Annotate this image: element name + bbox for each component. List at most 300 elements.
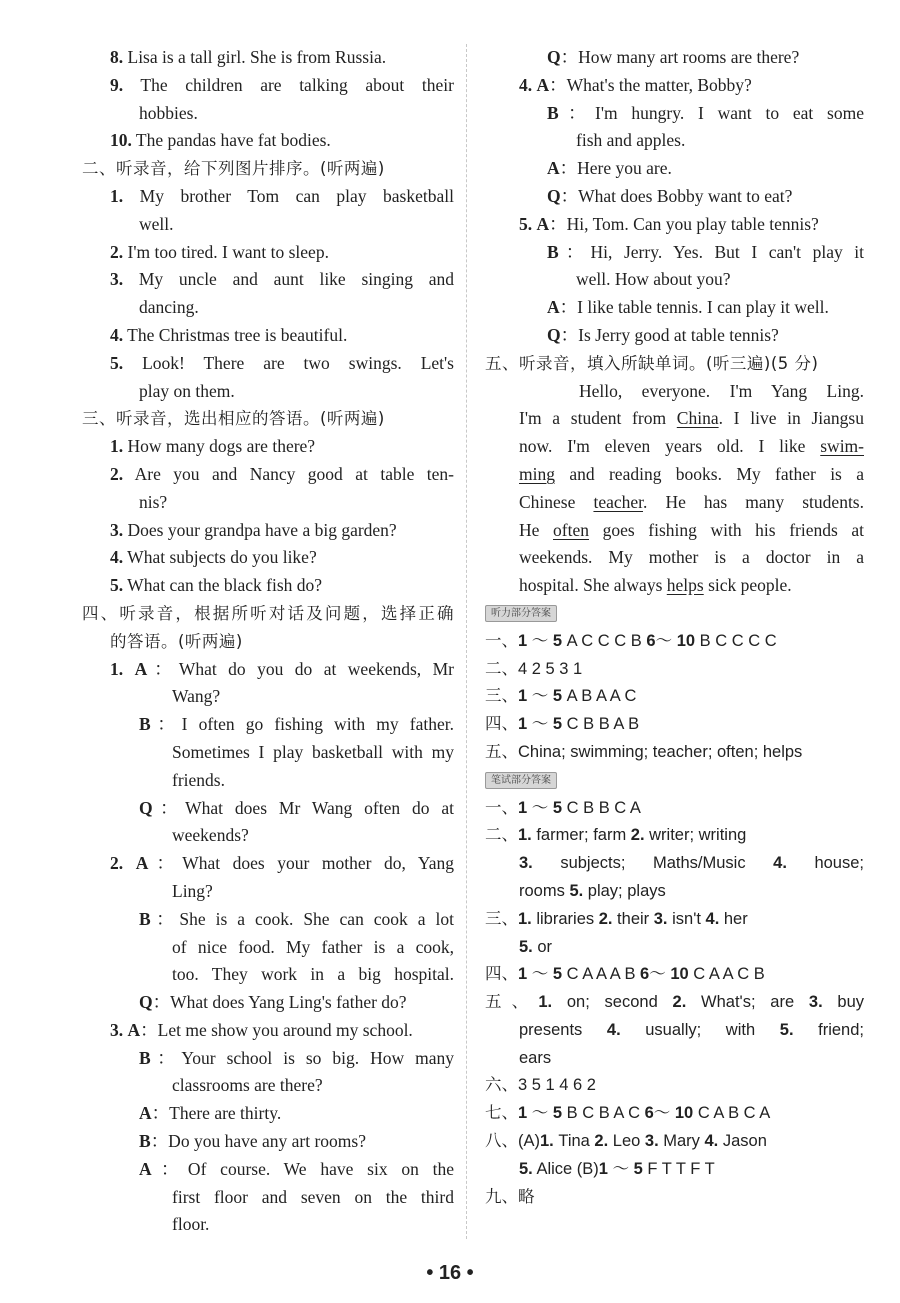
- left-line: [82, 461, 454, 489]
- left-line: [82, 72, 454, 100]
- text: C B B C A: [562, 798, 641, 817]
- text: 二、: [485, 826, 518, 845]
- text: ：Is Jerry good at table tennis?: [560, 324, 779, 345]
- text: farmer; farm: [531, 826, 631, 845]
- right-line: [519, 239, 864, 267]
- text: Ling?: [172, 880, 213, 901]
- text: 五、China; swimming; teacher; often; helps: [485, 742, 803, 761]
- left-line: [82, 767, 454, 795]
- text: ～: [527, 715, 553, 734]
- text: ～: [527, 965, 553, 984]
- right-line: [485, 683, 864, 711]
- text: ：I like table tennis. I can play it well.: [559, 297, 829, 318]
- left-line: [82, 1072, 454, 1100]
- answer-number: 4.: [773, 854, 787, 873]
- text: ：Do you have any art rooms?: [150, 1131, 366, 1152]
- left-line: [82, 1184, 454, 1212]
- left-line: [82, 628, 454, 656]
- item-number: 5.: [110, 575, 124, 596]
- speaker-label: A: [536, 213, 550, 234]
- text: 三、: [485, 909, 518, 928]
- left-line: [82, 961, 454, 989]
- text: 六、3 5 1 4 6 2: [485, 1076, 596, 1095]
- text: classrooms are there?: [172, 1075, 323, 1096]
- right-line: [485, 1184, 864, 1212]
- right-line: [485, 1128, 864, 1156]
- text: dancing.: [139, 297, 199, 318]
- text: C A A C B: [688, 965, 765, 984]
- right-line: [519, 850, 864, 878]
- text: Wang?: [172, 686, 221, 707]
- left-line: [82, 822, 454, 850]
- text: . He has many students.: [643, 491, 864, 512]
- right-line: [519, 211, 864, 239]
- section-tag: 笔试部分答案: [485, 772, 557, 789]
- text: house;: [786, 854, 864, 873]
- right-line: [519, 72, 864, 100]
- answer-number: 1: [518, 687, 528, 706]
- text: F T T F T: [642, 1159, 715, 1178]
- answer-number: 1: [518, 1104, 528, 1123]
- text: usually; with: [620, 1020, 780, 1039]
- filled-blank: China: [676, 408, 719, 429]
- right-line: [485, 961, 864, 989]
- left-line: [82, 322, 454, 350]
- item-number: 5.: [519, 213, 533, 234]
- left-line: [82, 906, 454, 934]
- text: weekends?: [172, 825, 249, 846]
- text: fish and apples.: [576, 130, 686, 151]
- right-line: [519, 489, 864, 517]
- left-line: [82, 683, 454, 711]
- speaker-label: A: [139, 1158, 152, 1179]
- text: C A B C A: [693, 1104, 771, 1123]
- text: ～: [653, 1104, 675, 1123]
- right-line: [485, 1072, 864, 1100]
- item-number: 3.: [110, 269, 124, 290]
- answer-number: 3.: [653, 909, 668, 928]
- right-line: [485, 628, 864, 656]
- text: A C C C B: [562, 631, 647, 650]
- filled-blank: often: [553, 519, 589, 540]
- left-line: [82, 572, 454, 600]
- left-line: [82, 44, 454, 72]
- text: ：I often go fishing with my father.: [150, 714, 454, 735]
- left-line: [82, 1045, 454, 1073]
- right-line: [485, 350, 864, 378]
- right-line: [519, 572, 864, 600]
- text: ：What does Yang Ling's father do?: [152, 992, 407, 1013]
- text: too. They work in a big hospital.: [172, 964, 454, 985]
- speaker-label: A: [547, 158, 560, 179]
- text: 五、: [485, 993, 539, 1012]
- speaker-label: A: [139, 1103, 152, 1124]
- right-line: [485, 989, 864, 1017]
- text: libraries: [531, 909, 599, 928]
- text: of nice food. My father is a cook,: [172, 936, 454, 957]
- left-line: [82, 934, 454, 962]
- left-line: [82, 850, 454, 878]
- answer-number: 1: [598, 1159, 608, 1178]
- text: 一、: [485, 631, 518, 650]
- text: ：She is a cook. She can cook a lot: [150, 908, 454, 929]
- right-line: [485, 739, 864, 767]
- text: C B B A B: [562, 715, 640, 734]
- text: friend;: [793, 1020, 864, 1039]
- right-line: [519, 1017, 864, 1045]
- text: The children are talking about their: [123, 74, 454, 95]
- filled-blank: ming: [519, 463, 555, 484]
- text: Tina: [553, 1132, 595, 1151]
- right-line: [519, 100, 864, 128]
- answer-number: 4.: [704, 1132, 719, 1151]
- item-number: 3.: [110, 519, 124, 540]
- answer-number: 1: [518, 965, 528, 984]
- item-number: 4.: [519, 74, 533, 95]
- answer-number: 1: [518, 798, 528, 817]
- left-line: [82, 211, 454, 239]
- speaker-label: B: [547, 102, 559, 123]
- right-line: [519, 44, 864, 72]
- speaker-label: B: [139, 908, 151, 929]
- speaker-label: B: [139, 1131, 151, 1152]
- text: isn't: [667, 909, 706, 928]
- right-line: [519, 127, 864, 155]
- text: What can the black fish do?: [123, 575, 323, 596]
- item-number: 5.: [110, 352, 124, 373]
- left-line: [82, 127, 454, 155]
- text: C A A A B: [562, 965, 641, 984]
- text: ：How many art rooms are there?: [560, 47, 800, 67]
- text: Chinese: [519, 491, 594, 512]
- text: ～: [649, 965, 671, 984]
- column-divider: [466, 44, 467, 1239]
- right-line: [485, 906, 864, 934]
- text: B C B A C: [562, 1104, 645, 1123]
- speaker-label: Q: [547, 185, 561, 206]
- speaker-label: Q: [547, 324, 561, 345]
- text: ：What's the matter, Bobby?: [549, 74, 752, 95]
- text: play; plays: [583, 881, 666, 900]
- text: 七、: [485, 1104, 518, 1123]
- answer-number: 5.: [519, 1159, 533, 1178]
- item-number: 10.: [110, 130, 132, 151]
- answer-number: 6: [646, 631, 656, 650]
- text: sick people.: [703, 575, 792, 596]
- right-line: [519, 322, 864, 350]
- item-number: 1.: [110, 658, 124, 679]
- answer-number: 5: [633, 1159, 643, 1178]
- right-column: [485, 44, 865, 1211]
- text: on; second: [552, 993, 673, 1012]
- speaker-label: Q: [547, 47, 561, 67]
- text: ：Here you are.: [559, 158, 672, 179]
- text: goes fishing with his friends at: [588, 519, 865, 540]
- text: rooms: [519, 881, 570, 900]
- text: ：I'm hungry. I want to eat some: [558, 102, 864, 123]
- filled-blank: swim-: [820, 436, 864, 457]
- text: Hello, everyone. I'm Yang Ling.: [579, 380, 864, 401]
- answer-number: 10: [674, 1104, 694, 1123]
- text: Jason: [718, 1132, 767, 1151]
- speaker-label: A: [536, 74, 550, 95]
- left-line: [82, 711, 454, 739]
- text: Mary: [658, 1132, 705, 1151]
- left-line: [82, 239, 454, 267]
- left-line: [82, 378, 454, 406]
- text: hobbies.: [139, 102, 198, 123]
- text: [123, 659, 134, 679]
- item-number: 1.: [110, 185, 124, 206]
- item-number: 4.: [110, 324, 124, 345]
- answer-number: 1.: [538, 993, 553, 1012]
- text: weekends. My mother is a doctor in a: [519, 547, 864, 568]
- text: 二、4 2 5 3 1: [485, 659, 583, 678]
- text: presents: [519, 1020, 607, 1039]
- page-number: • 16 •: [426, 1262, 474, 1284]
- right-line: [519, 433, 864, 461]
- right-line: [519, 517, 864, 545]
- text: 一、: [485, 798, 518, 817]
- answer-number: 10: [676, 631, 696, 650]
- text: 三、听录音，选出相应的答语。(听两遍): [82, 409, 385, 429]
- text: ～: [527, 1104, 553, 1123]
- text: My brother Tom can play basketball: [123, 185, 454, 206]
- text: Are you and Nancy good at table ten-: [123, 463, 454, 484]
- answer-number: 1.: [518, 826, 532, 845]
- right-line: [519, 266, 864, 294]
- text: now. I'm eleven years old. I like: [519, 436, 821, 457]
- left-line: [82, 989, 454, 1017]
- answer-number: 1.: [518, 909, 532, 928]
- text: 四、: [485, 715, 518, 734]
- speaker-label: A: [135, 853, 149, 874]
- text: their: [612, 909, 654, 928]
- left-line: [82, 350, 454, 378]
- section-tag: 听力部分答案: [485, 605, 557, 622]
- answer-number: 5: [552, 631, 563, 650]
- text: What's; are: [686, 993, 809, 1012]
- left-line: [82, 1100, 454, 1128]
- text: ：Of course. We have six on the: [151, 1158, 454, 1179]
- text: [123, 853, 136, 873]
- answer-number: 1.: [540, 1132, 554, 1151]
- text: 九、略: [485, 1187, 535, 1206]
- right-line: [485, 1100, 864, 1128]
- speaker-label: B: [139, 714, 151, 735]
- text: ：Let me show you around my school.: [140, 1019, 413, 1040]
- answer-number: 10: [670, 965, 689, 984]
- text: ：Hi, Tom. Can you play table tennis?: [549, 213, 819, 234]
- text: hospital. She always: [519, 575, 667, 596]
- speaker-label: A: [134, 658, 148, 679]
- right-line: [485, 600, 864, 628]
- text: 八、(A): [485, 1132, 540, 1151]
- answer-number: 6: [640, 965, 650, 984]
- right-line: [519, 294, 864, 322]
- text: How many dogs are there?: [123, 436, 316, 457]
- text: ～: [655, 631, 677, 650]
- left-line: [82, 878, 454, 906]
- text: play on them.: [139, 380, 235, 401]
- right-line: [519, 155, 864, 183]
- text: Lisa is a tall girl. She is from Russia.: [123, 47, 387, 67]
- answer-number: 5: [552, 965, 563, 984]
- right-line: [485, 711, 864, 739]
- left-line: [82, 1211, 454, 1239]
- answer-number: 6: [644, 1104, 654, 1123]
- item-number: 4.: [110, 547, 124, 568]
- left-line: [82, 433, 454, 461]
- answer-number: 3.: [644, 1132, 659, 1151]
- left-line: [82, 656, 454, 684]
- left-line: [82, 517, 454, 545]
- answer-number: 2.: [598, 909, 613, 928]
- item-number: 2.: [110, 241, 124, 262]
- text: writer; writing: [644, 826, 747, 845]
- text: I'm too tired. I want to sleep.: [123, 241, 329, 262]
- text: Look! There are two swings. Let's: [123, 352, 454, 373]
- text: first floor and seven on the third: [172, 1186, 454, 1207]
- text: ：What does your mother do, Yang: [148, 853, 454, 874]
- left-line: [82, 405, 454, 433]
- text: buy: [822, 993, 865, 1012]
- item-number: 1.: [110, 436, 124, 457]
- right-line: [519, 878, 864, 906]
- left-line: [82, 266, 454, 294]
- answer-number: 1: [518, 715, 528, 734]
- answer-number: 5: [552, 715, 563, 734]
- speaker-label: A: [127, 1019, 141, 1040]
- left-line: [82, 544, 454, 572]
- text: ：What do you do at weekends, Mr: [147, 658, 454, 679]
- speaker-label: Q: [139, 992, 153, 1013]
- answer-number: 4.: [606, 1020, 621, 1039]
- text: Alice (B): [532, 1159, 599, 1178]
- answer-number: 2.: [630, 826, 645, 845]
- answer-number: 2.: [672, 993, 687, 1012]
- text: ears: [519, 1048, 552, 1067]
- text: I'm a student from: [519, 408, 677, 429]
- left-line: [82, 100, 454, 128]
- text: Does your grandpa have a big garden?: [123, 519, 397, 540]
- text: ～: [527, 687, 553, 706]
- answer-number: 5.: [779, 1020, 794, 1039]
- left-line: [82, 489, 454, 517]
- text: Sometimes I play basketball with my: [172, 741, 454, 762]
- answer-number: 3.: [519, 854, 533, 873]
- right-line: [485, 767, 864, 795]
- left-line: [82, 795, 454, 823]
- text: The Christmas tree is beautiful.: [123, 324, 348, 345]
- text: ～: [527, 798, 553, 817]
- right-line: [519, 544, 864, 572]
- left-line: [82, 1156, 454, 1184]
- speaker-label: Q: [139, 797, 153, 818]
- text: 五、听录音，填入所缺单词。(听三遍)(5 分): [485, 353, 819, 373]
- text: 三、: [485, 687, 518, 706]
- text: 的答语。(听两遍): [110, 631, 243, 651]
- left-line: [82, 155, 454, 183]
- right-line: [519, 1045, 864, 1073]
- text: nis?: [139, 491, 168, 512]
- text: and reading books. My father is a: [554, 463, 864, 484]
- right-line: [485, 795, 864, 823]
- answer-number: 3.: [808, 993, 823, 1012]
- text: The pandas have fat bodies.: [131, 130, 331, 151]
- right-line: [519, 405, 864, 433]
- text: 二、听录音，给下列图片排序。(听两遍): [82, 159, 385, 179]
- answer-number: 1: [518, 631, 528, 650]
- left-line: [82, 294, 454, 322]
- text: ～: [527, 631, 553, 650]
- answer-number: 5: [552, 798, 563, 817]
- right-line: [519, 378, 864, 406]
- item-number: 3.: [110, 1019, 124, 1040]
- text: well. How about you?: [576, 269, 731, 290]
- right-line: [519, 1156, 864, 1184]
- text: ：What does Bobby want to eat?: [560, 185, 793, 206]
- text: He: [519, 519, 554, 540]
- right-line: [519, 934, 864, 962]
- right-line: [519, 183, 864, 211]
- text: ：Hi, Jerry. Yes. But I can't play it: [558, 241, 864, 262]
- item-number: 8.: [110, 47, 124, 67]
- text: ：There are thirty.: [151, 1103, 282, 1124]
- text: . I live in Jiangsu: [718, 408, 864, 429]
- text: 四、: [485, 965, 518, 984]
- speaker-label: B: [139, 1047, 151, 1068]
- left-column: [82, 44, 454, 1239]
- item-number: 2.: [110, 853, 124, 874]
- text: A B A A C: [562, 687, 637, 706]
- answer-number: 4.: [705, 909, 720, 928]
- answer-number: 5.: [569, 881, 584, 900]
- text: friends.: [172, 769, 225, 790]
- answer-number: 5: [552, 687, 563, 706]
- text: What subjects do you like?: [123, 547, 317, 568]
- text: her: [719, 909, 748, 928]
- filled-blank: helps: [666, 575, 704, 596]
- answer-number: 5: [552, 1104, 563, 1123]
- text: My uncle and aunt like singing and: [123, 269, 454, 290]
- left-line: [82, 183, 454, 211]
- left-line: [82, 739, 454, 767]
- filled-blank: teacher: [593, 491, 643, 512]
- text: Leo: [608, 1132, 645, 1151]
- text: floor.: [172, 1214, 210, 1235]
- text: ：What does Mr Wang often do at: [152, 797, 454, 818]
- text: ：Your school is so big. How many: [150, 1047, 454, 1068]
- answer-number: 2.: [594, 1132, 609, 1151]
- left-line: [82, 1128, 454, 1156]
- text: subjects; Maths/Music: [532, 854, 774, 873]
- speaker-label: B: [547, 241, 559, 262]
- left-line: [82, 600, 454, 628]
- text: ～: [607, 1159, 634, 1178]
- left-line: [82, 1017, 454, 1045]
- speaker-label: A: [547, 297, 560, 318]
- right-line: [485, 656, 864, 684]
- right-line: [485, 822, 864, 850]
- text: or: [532, 937, 553, 956]
- answer-number: 5.: [519, 937, 533, 956]
- item-number: 9.: [110, 74, 124, 95]
- text: 四、听录音，根据所听对话及问题，选择正确: [82, 603, 454, 623]
- text: B C C C C: [695, 631, 777, 650]
- text: well.: [139, 213, 174, 234]
- right-line: [519, 461, 864, 489]
